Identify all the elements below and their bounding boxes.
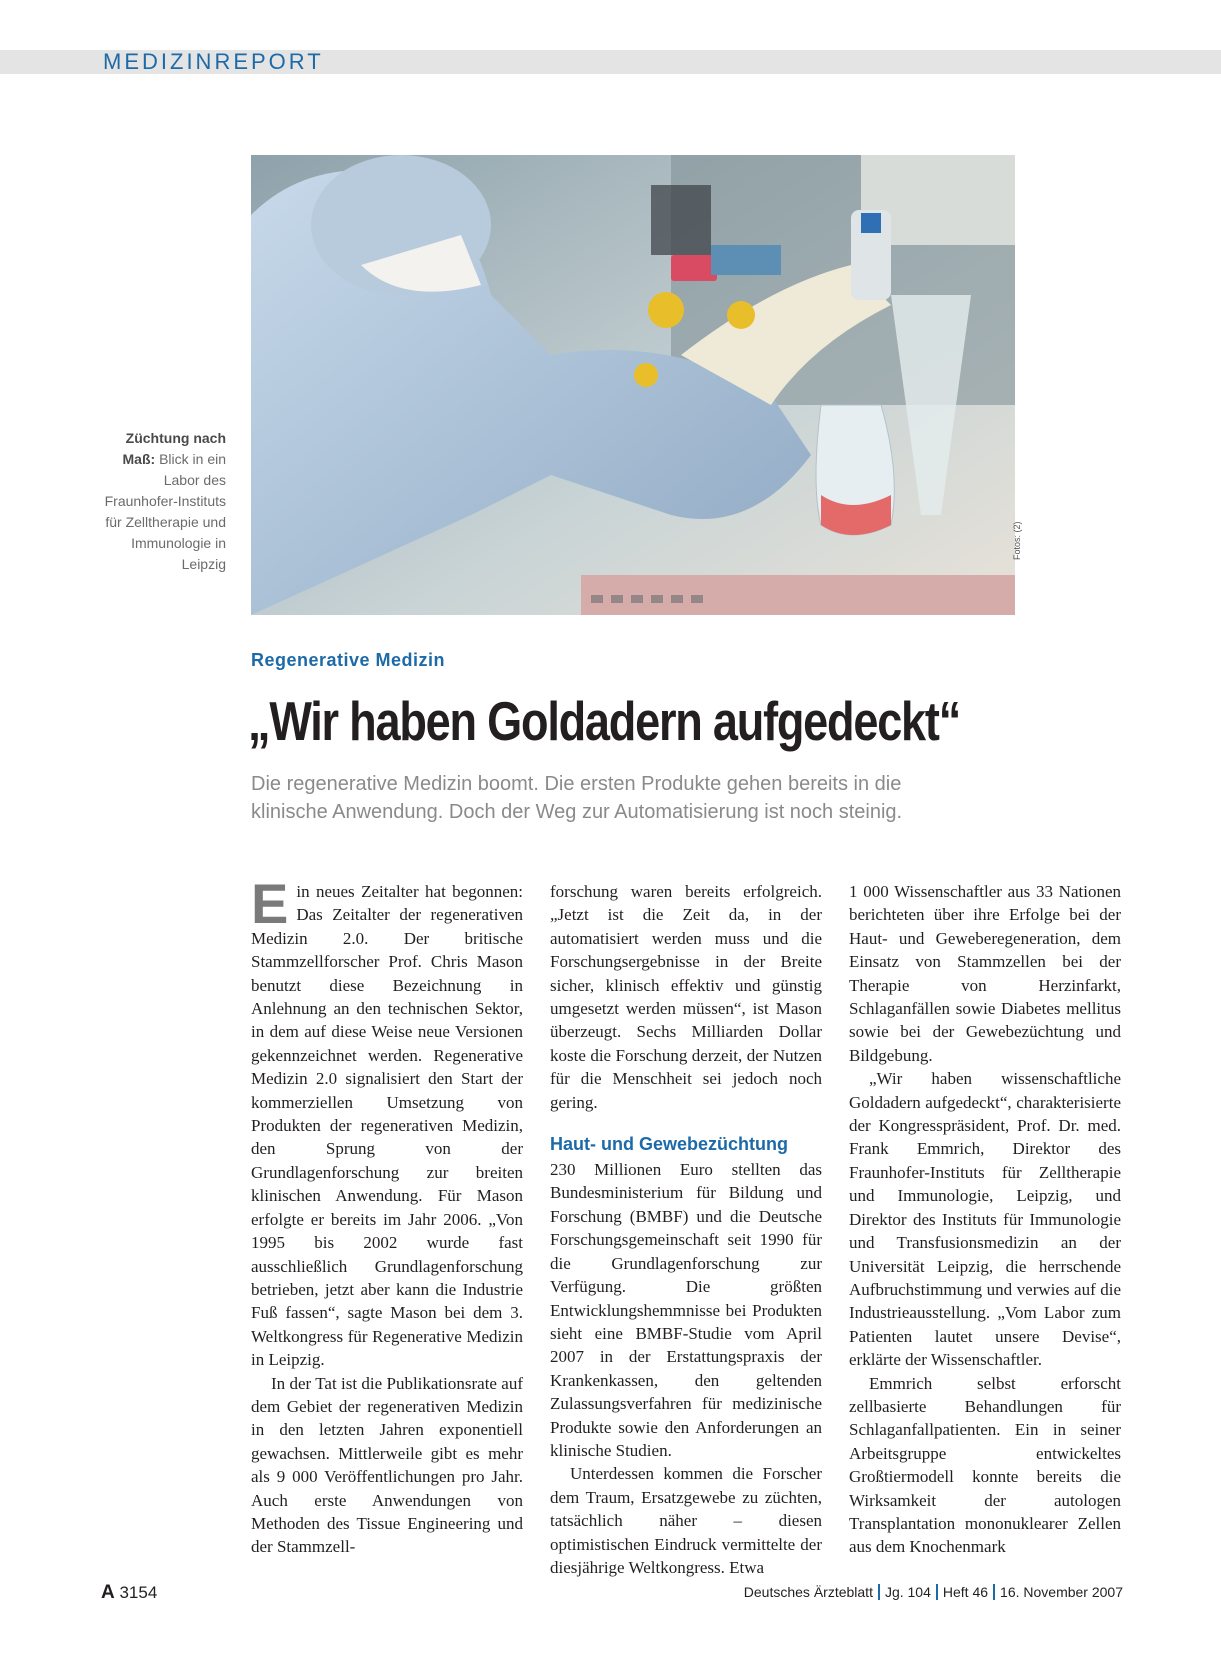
body-paragraph: in neues Zeitalter hat begonnen: Das Zeitalter der regenerativen Medizin 2.0. Der britische Stammzellforscher Prof. Chris Mason benutzt diese Bezeichnung in Anlehnung an den technischen Sektor, in dem auf diese Weise neue Versionen gekennzeichnet werden. Regenerative Medizin 2.0 signalisiert den Start der kommerziellen Umsetzung von Produkten der regenerativen Medizin, den Sprung von der Grundlagenforschung zur breiten klinischen Anwendung. Für Mason erfolgte er bereits im Jahr 2006. „Von 1995 bis 2002 wurde fast ausschließlich Grundlagenforschung betrieben, jetzt aber kann die Industrie Fuß fassen“, sagte Mason bei dem 3. Weltkongress für Regenerative Medizin in Leipzig.	[251, 882, 523, 1370]
journal-volume: Jg. 104	[884, 1584, 931, 1600]
journal-issue: Heft 46	[942, 1584, 989, 1600]
body-column-3	[849, 880, 1121, 1560]
article-lead	[251, 770, 1051, 826]
lab-photo-illustration	[251, 155, 1015, 615]
section-label: MEDIZINREPORT	[103, 49, 324, 74]
page-number-value: 3154	[119, 1583, 158, 1602]
body-column-2	[550, 880, 822, 1577]
body-paragraph: Unterdessen kommen die Forscher dem Traum, Ersatzgewebe zu züchten, tatsächlich näher – diesen optimistischen Eindruck vermittelte der diesjährige Weltkongress. Etwa	[550, 1464, 822, 1577]
body-paragraph: Emmrich selbst erforscht zellbasierte Behandlungen für Schlaganfallpatienten. Ein in seiner Arbeitsgruppe entwickeltes Großtiermodell konnte bereits die Wirksamkeit der autologen Transplantation mononuklearer Zellen aus dem Knochenmark	[849, 1373, 1121, 1557]
page-prefix: A	[101, 1582, 115, 1603]
body-paragraph: 230 Millionen Euro stellten das Bundesministerium für Bildung und Forschung (BMBF) und die Deutsche Forschungsgemeinschaft seit 1990 für die Grundlagenforschung zur Verfügung. Die größten Entwicklungshemmnisse bei Produkten sieht eine BMBF-Studie vom April 2007 in der Erstattungspraxis der Krankenkassen, den geltenden Zulassungsverfahren für medizinische Produkte sowie den Anforderungen an klinische Studien.	[550, 1160, 822, 1460]
body-paragraph: „Wir haben wissenschaftliche Goldadern aufgedeckt“, charakterisierte der Kongresspräsident, Prof. Dr. med. Frank Emmrich, Direktor des Fraunhofer-Instituts für Zelltherapie und Immunologie, Leipzig, und Direktor des Instituts für Immunologie und Transfusionsmedizin an der Universität Leipzig, die herrschende Aufbruchstimmung und verwies auf die Industrieausstellung. „Vom Labor zum Patienten lautet unsere Devise“, erklärte der Wissenschaftler.	[849, 1069, 1121, 1370]
body-paragraph: 1 000 Wissenschaftler aus 33 Nationen berichteten über ihre Erfolge bei der Haut- und Geweberegeneration, dem Einsatz von Stammzellen bei der Therapie von Herzinfarkt, Schlaganfällen sowie Diabetes mellitus sowie bei der Gewebezüchtung und Bildgebung.	[849, 882, 1121, 1065]
article-headline: „Wir haben Goldadern aufgedeckt“	[248, 690, 961, 752]
caption-text: Blick in ein Labor des Fraunhofer-Instituts für Zelltherapie und Immunologie in Leipzig	[104, 451, 226, 572]
photo-credit: Fotos: (2)	[1012, 521, 1022, 560]
body-paragraph: forschung waren bereits erfolgreich. „Jetzt ist die Zeit da, in der automatisiert werden muss und die Forschungsergebnisse in der Breite sicher, klinisch effektiv und günstig umgesetzt werden müssen“, ist Mason überzeugt. Sechs Milliarden Dollar koste die Forschung derzeit, der Nutzen für die Menschheit sei jedoch noch gering.	[550, 882, 822, 1112]
journal-footer	[744, 1584, 1123, 1600]
caption-bold: Züchtung nach Maß:	[122, 430, 226, 467]
body-column-1	[251, 872, 523, 1560]
body-paragraph: In der Tat ist die Publikationsrate auf dem Gebiet der regenerativen Medizin in den letzten Jahren exponentiell gewachsen. Mittlerweile gibt es mehr als 9 000 Veröffentlichungen pro Jahr. Auch erste Anwendungen von Methoden des Tissue Engineering und der Stammzell-	[251, 1373, 523, 1557]
lead-line-2: klinische Anwendung. Doch der Weg zur Automatisierung ist noch steinig.	[251, 801, 903, 823]
footer-separator	[993, 1584, 995, 1600]
lab-photo	[251, 155, 1015, 615]
page-number	[101, 1582, 157, 1604]
photo-caption	[100, 428, 226, 575]
lead-line-1: Die regenerative Medizin boomt. Die ersten Produkte gehen bereits in die	[251, 773, 902, 795]
article-kicker: Regenerative Medizin	[251, 650, 446, 670]
footer-separator	[936, 1584, 938, 1600]
section-subhead: Haut- und Gewebezüchtung	[550, 1134, 788, 1155]
drop-cap: E	[251, 872, 289, 935]
footer-separator	[878, 1584, 880, 1600]
journal-date: 16. November 2007	[1000, 1584, 1123, 1600]
journal-name: Deutsches Ärzteblatt	[743, 1584, 873, 1600]
